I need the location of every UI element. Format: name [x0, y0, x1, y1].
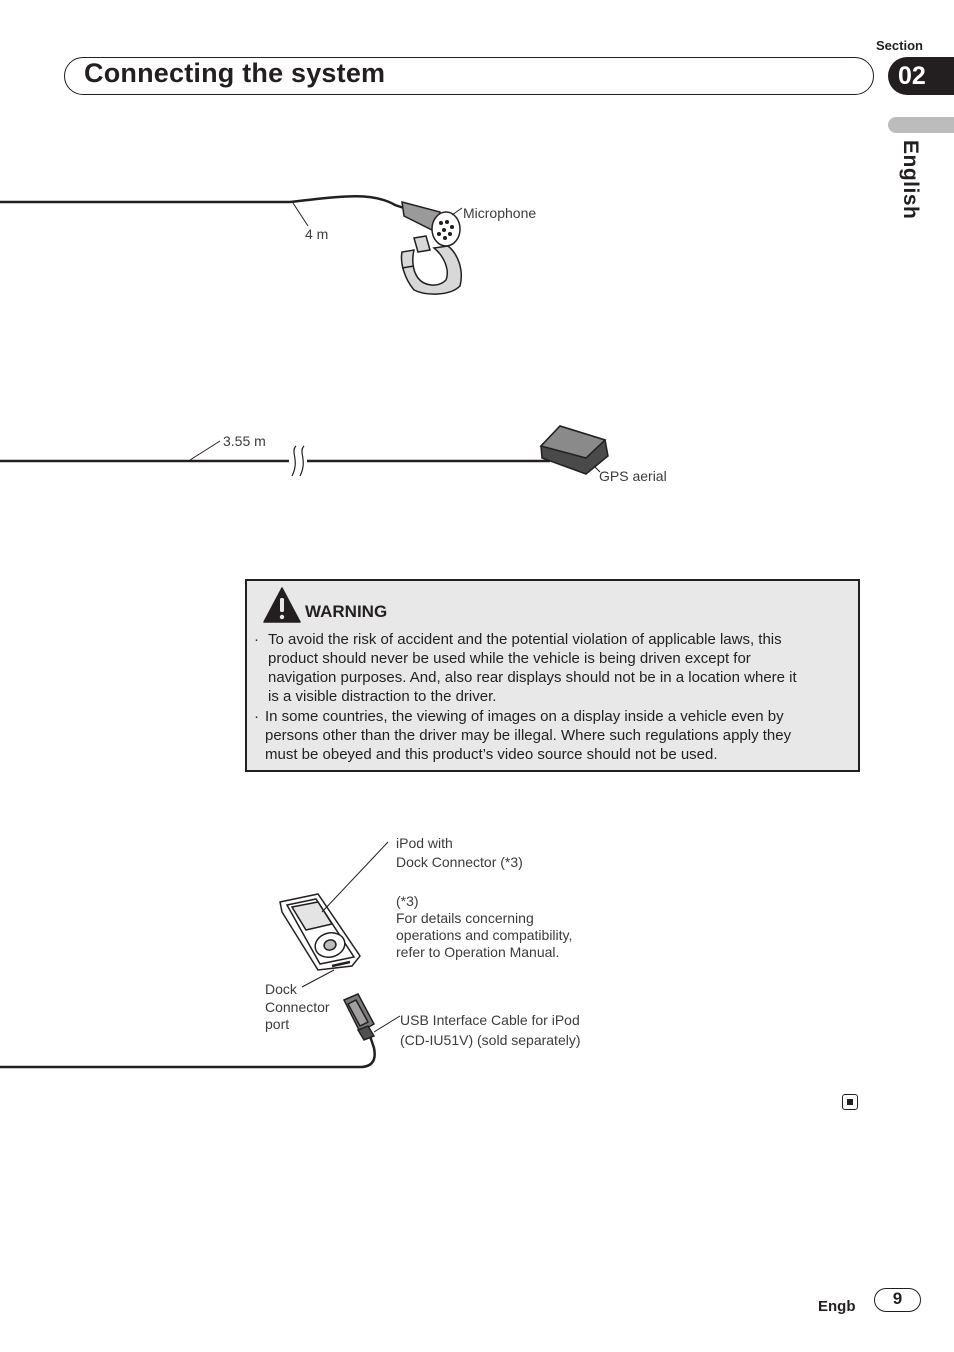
dock-label-line: Connector — [265, 998, 330, 1015]
gps-cable-length: 3.55 m — [223, 433, 266, 449]
gps-aerial-label: GPS aerial — [599, 468, 667, 484]
warning-triangle-icon — [263, 587, 301, 623]
note-line: For details concerning — [396, 910, 534, 926]
ipod-label-line: Dock Connector (*3) — [396, 854, 523, 870]
usb-label-leader — [374, 1016, 400, 1032]
dock-connector-label — [265, 981, 330, 1034]
note-reference: (*3) — [396, 893, 419, 909]
page-title: Connecting the system — [84, 58, 386, 88]
bullet-mark: · — [254, 708, 259, 725]
warning-line: navigation purposes. And, also rear displays should not be in a location where it — [268, 669, 797, 686]
language-label: English — [899, 140, 922, 220]
warning-line: must be obeyed and this product’s video source should not be used. — [265, 746, 718, 763]
dock-label-line: Dock — [265, 981, 297, 997]
warning-line: To avoid the risk of accident and the potential violation of applicable laws, this — [268, 631, 782, 648]
usb-cable — [0, 1036, 375, 1067]
warning-title: WARNING — [305, 602, 388, 621]
section-label: Section — [876, 38, 923, 53]
warning-line: is a visible distraction to the driver. — [268, 688, 497, 705]
compatibility-note — [396, 893, 572, 961]
dock-connector-icon — [344, 994, 374, 1040]
usb-cable-label — [400, 1010, 581, 1050]
warning-item-2 — [265, 707, 791, 764]
section-number: 02 — [898, 61, 926, 90]
microphone-cable-length: 4 m — [305, 226, 329, 242]
warning-line: product should never be used while the vehicle is being driven except for — [268, 650, 751, 667]
warning-line: In some countries, the viewing of images on a display inside a vehicle even by — [265, 708, 784, 725]
dock-label-line: port — [265, 1016, 290, 1032]
footer-language-code: Engb — [818, 1298, 856, 1315]
ipod-icon — [280, 894, 360, 970]
microphone-length-leader — [293, 203, 308, 226]
usb-label-line: USB Interface Cable for iPod — [400, 1012, 580, 1028]
microphone-label: Microphone — [463, 205, 537, 221]
microphone-cable — [0, 196, 410, 210]
gps-aerial-icon — [541, 426, 608, 474]
end-of-section-icon — [842, 1094, 858, 1110]
warning-heading — [263, 587, 387, 623]
ipod-label-line: iPod with — [396, 835, 453, 851]
bullet-mark: · — [254, 631, 259, 648]
note-line: refer to Operation Manual. — [396, 944, 560, 960]
page-number: 9 — [874, 1288, 921, 1312]
warning-item-1 — [268, 630, 797, 706]
gps-length-leader — [190, 441, 220, 460]
note-line: operations and compatibility, — [396, 927, 573, 943]
usb-label-line: (CD-IU51V) (sold separately) — [400, 1032, 581, 1048]
warning-line: persons other than the driver may be illegal. Where such regulations apply they — [265, 727, 792, 744]
ipod-label-leader — [322, 842, 388, 912]
microphone-icon — [402, 202, 462, 294]
ipod-label — [396, 834, 523, 872]
microphone-label-leader — [452, 208, 462, 215]
